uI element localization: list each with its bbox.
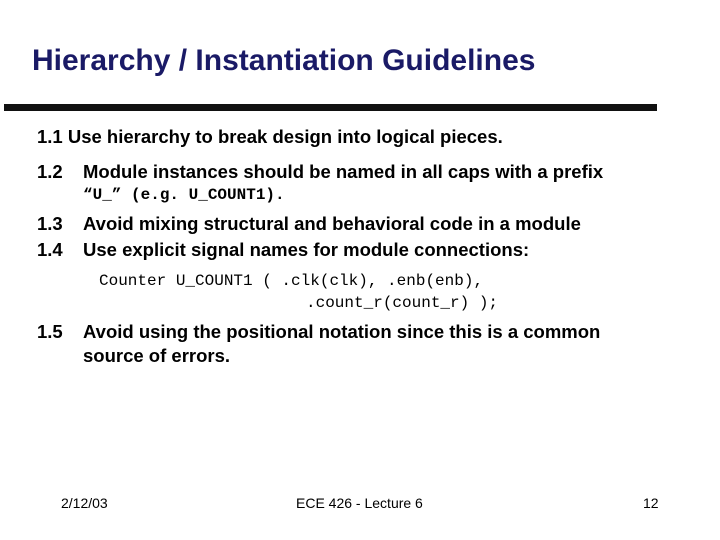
bullet-number: 1.4 <box>37 239 63 260</box>
bullet-text: Avoid using the positional notation since this is a common <box>83 321 601 342</box>
bullet-1-4 <box>37 239 529 261</box>
code-line-2: .count_r(count_r) ); <box>306 294 499 312</box>
slide-title: Hierarchy / Instantiation Guidelines <box>32 44 536 77</box>
bullet-1-3 <box>37 213 581 235</box>
bullet-number: 1.3 <box>37 213 63 234</box>
bullet-text: Avoid mixing structural and behavioral code in a module <box>83 213 581 234</box>
footer-date: 2/12/03 <box>61 495 108 511</box>
bullet-1-2-continuation: “U_” (e.g. U_COUNT1). <box>83 186 285 204</box>
footer-course: ECE 426 - Lecture 6 <box>296 495 423 511</box>
bullet-1-2 <box>37 161 603 183</box>
code-line-1: Counter U_COUNT1 ( .clk(clk), .enb(enb), <box>99 272 484 290</box>
bullet-text: Use explicit signal names for module connections: <box>83 239 530 260</box>
page-number: 12 <box>643 495 659 511</box>
bullet-1-1: 1.1 Use hierarchy to break design into logical pieces. <box>37 126 503 147</box>
bullet-number: 1.5 <box>37 321 63 342</box>
bullet-number: 1.2 <box>37 161 63 182</box>
bullet-1-5 <box>37 321 600 343</box>
bullet-text: Module instances should be named in all caps with a prefix <box>83 161 604 182</box>
title-divider <box>4 104 657 111</box>
bullet-1-5-continuation: source of errors. <box>83 345 231 366</box>
